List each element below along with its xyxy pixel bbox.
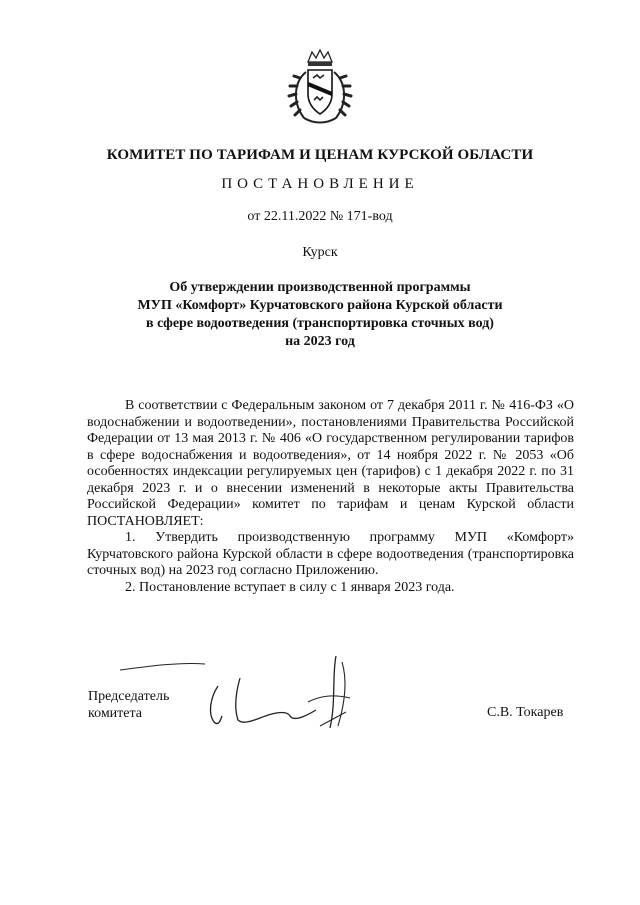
committee-name: КОМИТЕТ ПО ТАРИФАМ И ЦЕНАМ КУРСКОЙ ОБЛАСТИ [106,147,534,163]
position-line: комитета [88,706,143,721]
body-paragraph: В соответствии с Федеральным законом от 7 декабря 2011 г. № 416-ФЗ «О водоснабжении и водоотведении», постановлениями Правительства Российской Федерации от 13 мая 2013 г. № 406 «О государственном регулировании тарифов в сфере водоснабжения и водоотведения», от 14 ноября 2022 г. № 2053 «Об особенностях индексации регулируемых цен (тарифов) с 1 декабря 2022 г. по 31 декабря 2023 г. и о внесении изменений в некоторые акты Правительства Российской Федерации» комитет по тарифам и ценам Курской области ПОСТАНОВЛЯЕТ: [87,398,574,529]
body-paragraph: 2. Постановление вступает в силу с 1 января 2023 года. [125,579,455,595]
document-body [87,398,574,596]
title-line: МУП «Комфорт» Курчатовского района Курской области [137,298,503,313]
coat-of-arms-icon [286,48,354,128]
document-date-number: от 22.11.2022 № 171-вод [247,209,393,224]
position-line: Председатель [88,689,170,704]
body-paragraph: 1. Утвердить производственную программу МУП «Комфорт» Курчатовского района Курской области в сфере водоотведения (транспортировка сточных вод) на 2023 год согласно Приложению. [87,530,574,578]
title-line: Об утверждении производственной программы [169,280,471,295]
signatory-position [88,688,169,722]
city: Курск [302,245,338,260]
signatory-name: С.В. Токарев [487,705,564,720]
document-title [60,279,580,351]
document-type: ПОСТАНОВЛЕНИЕ [221,176,419,192]
title-line: в сфере водоотведения (транспортировка сточных вод) [146,316,494,331]
title-line: на 2023 год [285,334,355,349]
